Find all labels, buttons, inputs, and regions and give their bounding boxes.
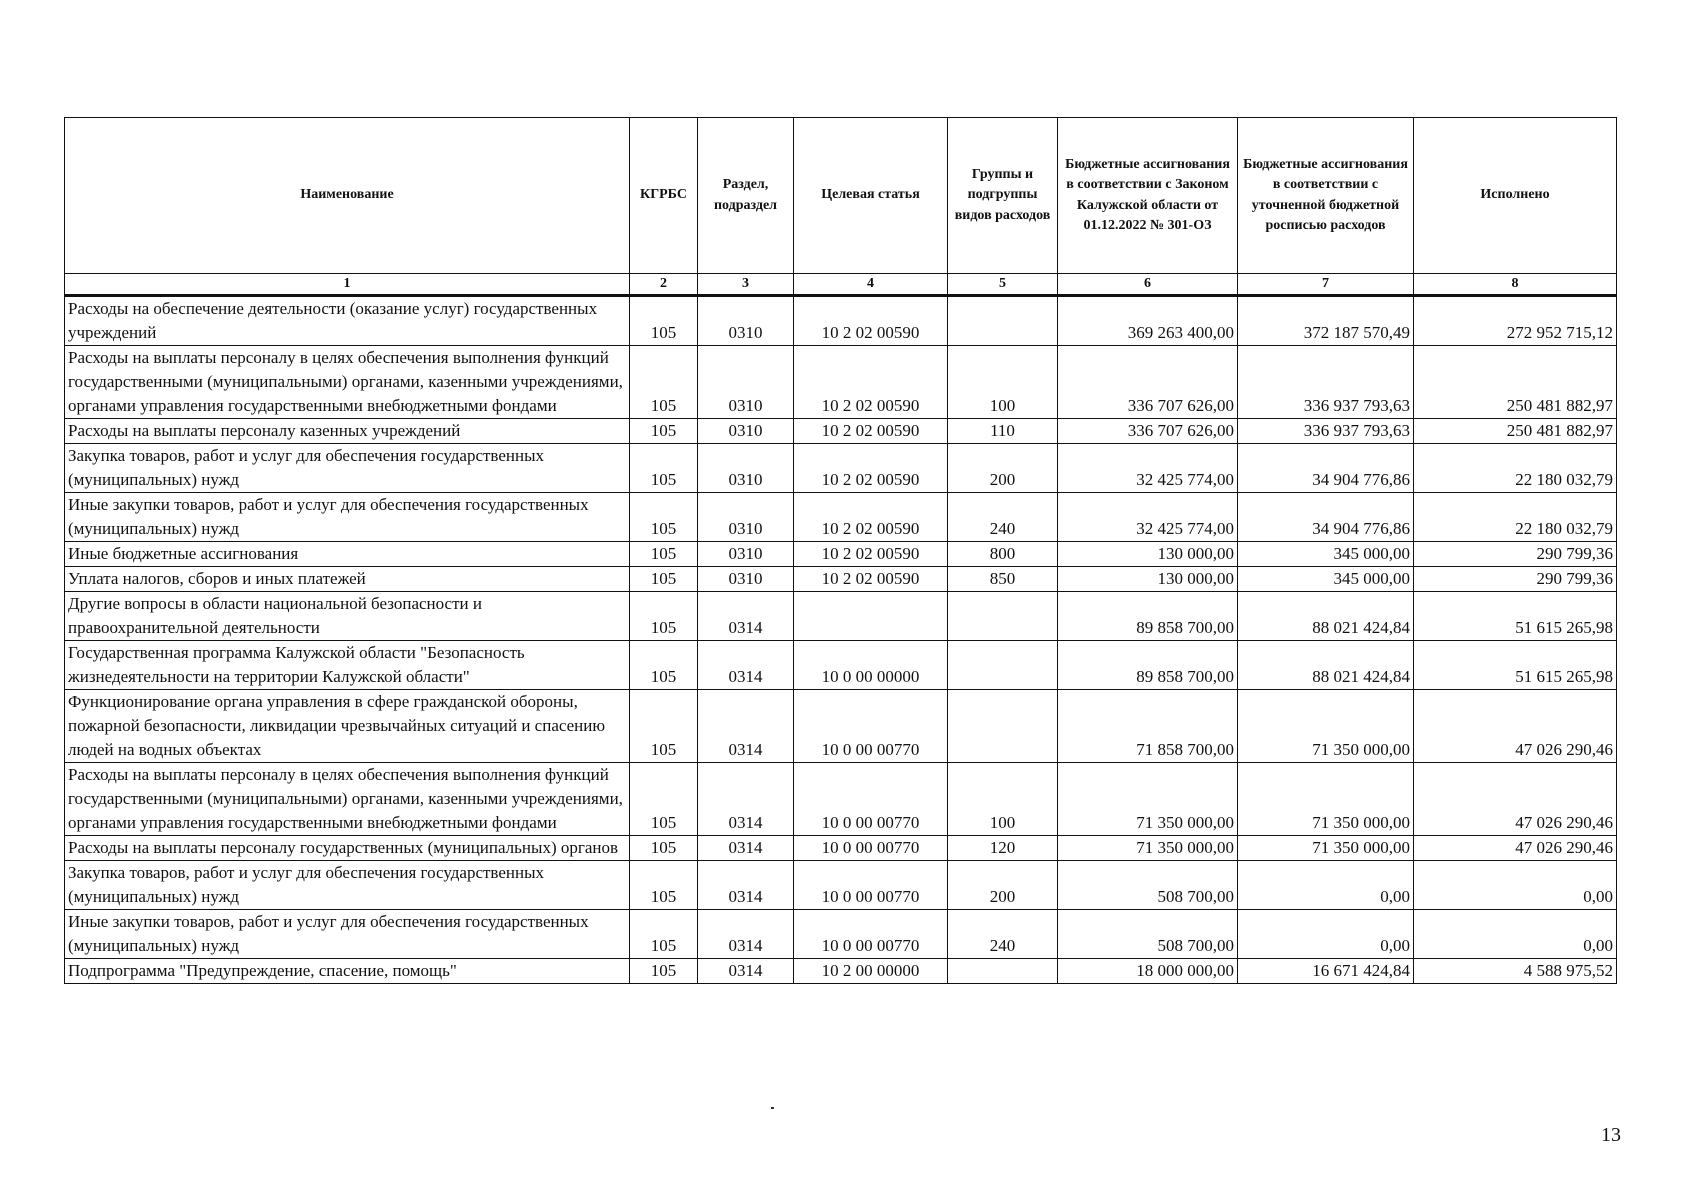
cell-executed: 250 481 882,97 (1414, 419, 1617, 444)
cell-law-allocation: 18 000 000,00 (1058, 959, 1238, 984)
table-body (65, 296, 1617, 984)
cell-name: Расходы на выплаты персоналу государственных (муниципальных) органов (65, 836, 630, 861)
cell-expense-type: 120 (948, 836, 1058, 861)
cell-name: Закупка товаров, работ и услуг для обеспечения государственных (муниципальных) нужд (65, 444, 630, 493)
cell-kgrbs: 105 (630, 836, 698, 861)
cell-revised-allocation: 16 671 424,84 (1238, 959, 1414, 984)
cell-section: 0310 (698, 567, 794, 592)
cell-kgrbs: 105 (630, 959, 698, 984)
cell-executed: 250 481 882,97 (1414, 346, 1617, 419)
cell-executed: 51 615 265,98 (1414, 641, 1617, 690)
cell-revised-allocation: 34 904 776,86 (1238, 493, 1414, 542)
cell-executed: 22 180 032,79 (1414, 493, 1617, 542)
cell-executed: 290 799,36 (1414, 542, 1617, 567)
cell-executed: 290 799,36 (1414, 567, 1617, 592)
cell-kgrbs: 105 (630, 444, 698, 493)
cell-kgrbs: 105 (630, 690, 698, 763)
cell-target-article: 10 0 00 00770 (794, 690, 948, 763)
cell-executed: 47 026 290,46 (1414, 836, 1617, 861)
cell-revised-allocation: 0,00 (1238, 861, 1414, 910)
header-cell: КГРБС (630, 118, 698, 274)
cell-target-article: 10 0 00 00000 (794, 641, 948, 690)
cell-target-article: 10 2 00 00000 (794, 959, 948, 984)
cell-name: Расходы на обеспечение деятельности (оказание услуг) государственных учреждений (65, 296, 630, 346)
cell-section: 0310 (698, 542, 794, 567)
cell-law-allocation: 130 000,00 (1058, 542, 1238, 567)
cell-name: Другие вопросы в области национальной безопасности и правоохранительной деятельности (65, 592, 630, 641)
cell-revised-allocation: 372 187 570,49 (1238, 296, 1414, 346)
column-number: 4 (794, 274, 948, 296)
cell-expense-type (948, 690, 1058, 763)
table-row (65, 959, 1617, 984)
table-row (65, 910, 1617, 959)
cell-executed: 51 615 265,98 (1414, 592, 1617, 641)
cell-target-article: 10 0 00 00770 (794, 910, 948, 959)
cell-executed: 47 026 290,46 (1414, 690, 1617, 763)
cell-name: Государственная программа Калужской области "Безопасность жизнедеятельности на территории Калужской области" (65, 641, 630, 690)
cell-name: Расходы на выплаты персоналу в целях обеспечения выполнения функций государственными (муниципальными) органами, казенными учреждениями, органами управления государственными внебюджетными фондами (65, 346, 630, 419)
cell-expense-type: 240 (948, 910, 1058, 959)
cell-revised-allocation: 336 937 793,63 (1238, 419, 1414, 444)
cell-target-article: 10 0 00 00770 (794, 861, 948, 910)
header-cell: Исполнено (1414, 118, 1617, 274)
cell-name: Иные закупки товаров, работ и услуг для обеспечения государственных (муниципальных) нужд (65, 910, 630, 959)
cell-revised-allocation: 345 000,00 (1238, 567, 1414, 592)
cell-section: 0314 (698, 836, 794, 861)
cell-target-article: 10 0 00 00770 (794, 763, 948, 836)
page-number: 13 (1601, 1124, 1621, 1146)
cell-section: 0310 (698, 419, 794, 444)
cell-expense-type: 200 (948, 861, 1058, 910)
cell-section: 0314 (698, 861, 794, 910)
column-number: 6 (1058, 274, 1238, 296)
cell-section: 0314 (698, 959, 794, 984)
cell-section: 0310 (698, 296, 794, 346)
table-row (65, 444, 1617, 493)
table-row (65, 641, 1617, 690)
cell-target-article (794, 592, 948, 641)
cell-law-allocation: 336 707 626,00 (1058, 346, 1238, 419)
cell-kgrbs: 105 (630, 493, 698, 542)
cell-target-article: 10 2 02 00590 (794, 567, 948, 592)
cell-section: 0314 (698, 592, 794, 641)
table-row (65, 542, 1617, 567)
cell-law-allocation: 369 263 400,00 (1058, 296, 1238, 346)
cell-expense-type: 110 (948, 419, 1058, 444)
table-row (65, 419, 1617, 444)
cell-revised-allocation: 345 000,00 (1238, 542, 1414, 567)
cell-target-article: 10 2 02 00590 (794, 493, 948, 542)
cell-expense-type: 200 (948, 444, 1058, 493)
cell-expense-type (948, 959, 1058, 984)
cell-executed: 272 952 715,12 (1414, 296, 1617, 346)
cell-kgrbs: 105 (630, 861, 698, 910)
cell-expense-type: 100 (948, 763, 1058, 836)
cell-revised-allocation: 71 350 000,00 (1238, 763, 1414, 836)
cell-kgrbs: 105 (630, 419, 698, 444)
cell-kgrbs: 105 (630, 567, 698, 592)
cell-name: Функционирование органа управления в сфере гражданской обороны, пожарной безопасности, ликвидации чрезвычайных ситуаций и спасению людей на водных объектах (65, 690, 630, 763)
cell-name: Подпрограмма "Предупреждение, спасение, помощь" (65, 959, 630, 984)
cell-revised-allocation: 71 350 000,00 (1238, 690, 1414, 763)
cell-law-allocation: 508 700,00 (1058, 910, 1238, 959)
cell-law-allocation: 508 700,00 (1058, 861, 1238, 910)
table-row (65, 763, 1617, 836)
cell-revised-allocation: 88 021 424,84 (1238, 641, 1414, 690)
cell-law-allocation: 71 350 000,00 (1058, 836, 1238, 861)
cell-section: 0310 (698, 493, 794, 542)
table-row (65, 346, 1617, 419)
table-row (65, 690, 1617, 763)
cell-kgrbs: 105 (630, 592, 698, 641)
cell-executed: 4 588 975,52 (1414, 959, 1617, 984)
cell-name: Расходы на выплаты персоналу казенных учреждений (65, 419, 630, 444)
table-row (65, 592, 1617, 641)
cell-law-allocation: 130 000,00 (1058, 567, 1238, 592)
cell-law-allocation: 71 350 000,00 (1058, 763, 1238, 836)
cell-section: 0314 (698, 690, 794, 763)
cell-law-allocation: 32 425 774,00 (1058, 493, 1238, 542)
cell-kgrbs: 105 (630, 641, 698, 690)
cell-law-allocation: 32 425 774,00 (1058, 444, 1238, 493)
cell-expense-type: 100 (948, 346, 1058, 419)
cell-target-article: 10 2 02 00590 (794, 419, 948, 444)
cell-name: Расходы на выплаты персоналу в целях обеспечения выполнения функций государственными (муниципальными) органами, казенными учреждениями, органами управления государственными внебюджетными фондами (65, 763, 630, 836)
header-row (65, 118, 1617, 274)
budget-table (64, 117, 1617, 984)
cell-revised-allocation: 88 021 424,84 (1238, 592, 1414, 641)
cell-section: 0314 (698, 910, 794, 959)
header-cell: Бюджетные ассигнования в соответствии с уточненной бюджетной росписью расходов (1238, 118, 1414, 274)
cell-kgrbs: 105 (630, 763, 698, 836)
cell-section: 0314 (698, 641, 794, 690)
table-row (65, 836, 1617, 861)
cell-target-article: 10 2 02 00590 (794, 346, 948, 419)
cell-revised-allocation: 336 937 793,63 (1238, 346, 1414, 419)
cell-executed: 22 180 032,79 (1414, 444, 1617, 493)
cell-law-allocation: 89 858 700,00 (1058, 641, 1238, 690)
cell-revised-allocation: 71 350 000,00 (1238, 836, 1414, 861)
cell-executed: 0,00 (1414, 910, 1617, 959)
cell-expense-type: 850 (948, 567, 1058, 592)
cell-kgrbs: 105 (630, 910, 698, 959)
scan-mark (771, 1107, 774, 1109)
header-cell: Бюджетные ассигнования в соответствии с Законом Калужской области от 01.12.2022 № 301-ОЗ (1058, 118, 1238, 274)
table-row (65, 296, 1617, 346)
cell-executed: 0,00 (1414, 861, 1617, 910)
table-row (65, 861, 1617, 910)
cell-kgrbs: 105 (630, 296, 698, 346)
header-cell: Наименование (65, 118, 630, 274)
cell-expense-type (948, 641, 1058, 690)
cell-law-allocation: 71 858 700,00 (1058, 690, 1238, 763)
cell-revised-allocation: 0,00 (1238, 910, 1414, 959)
cell-expense-type (948, 592, 1058, 641)
cell-revised-allocation: 34 904 776,86 (1238, 444, 1414, 493)
cell-expense-type: 240 (948, 493, 1058, 542)
cell-kgrbs: 105 (630, 542, 698, 567)
cell-target-article: 10 2 02 00590 (794, 296, 948, 346)
column-number: 1 (65, 274, 630, 296)
column-number: 5 (948, 274, 1058, 296)
cell-kgrbs: 105 (630, 346, 698, 419)
cell-target-article: 10 2 02 00590 (794, 542, 948, 567)
cell-section: 0310 (698, 346, 794, 419)
cell-expense-type: 800 (948, 542, 1058, 567)
cell-section: 0310 (698, 444, 794, 493)
table-row (65, 493, 1617, 542)
column-number: 2 (630, 274, 698, 296)
column-number: 7 (1238, 274, 1414, 296)
column-number: 8 (1414, 274, 1617, 296)
cell-law-allocation: 89 858 700,00 (1058, 592, 1238, 641)
cell-executed: 47 026 290,46 (1414, 763, 1617, 836)
table-row (65, 567, 1617, 592)
cell-law-allocation: 336 707 626,00 (1058, 419, 1238, 444)
header-cell: Целевая статья (794, 118, 948, 274)
column-number-row (65, 274, 1617, 296)
cell-name: Иные бюджетные ассигнования (65, 542, 630, 567)
cell-name: Уплата налогов, сборов и иных платежей (65, 567, 630, 592)
cell-name: Иные закупки товаров, работ и услуг для обеспечения государственных (муниципальных) нужд (65, 493, 630, 542)
cell-section: 0314 (698, 763, 794, 836)
cell-name: Закупка товаров, работ и услуг для обеспечения государственных (муниципальных) нужд (65, 861, 630, 910)
cell-target-article: 10 2 02 00590 (794, 444, 948, 493)
cell-expense-type (948, 296, 1058, 346)
cell-target-article: 10 0 00 00770 (794, 836, 948, 861)
column-number: 3 (698, 274, 794, 296)
header-cell: Раздел, подраздел (698, 118, 794, 274)
header-cell: Группы и подгруппы видов расходов (948, 118, 1058, 274)
